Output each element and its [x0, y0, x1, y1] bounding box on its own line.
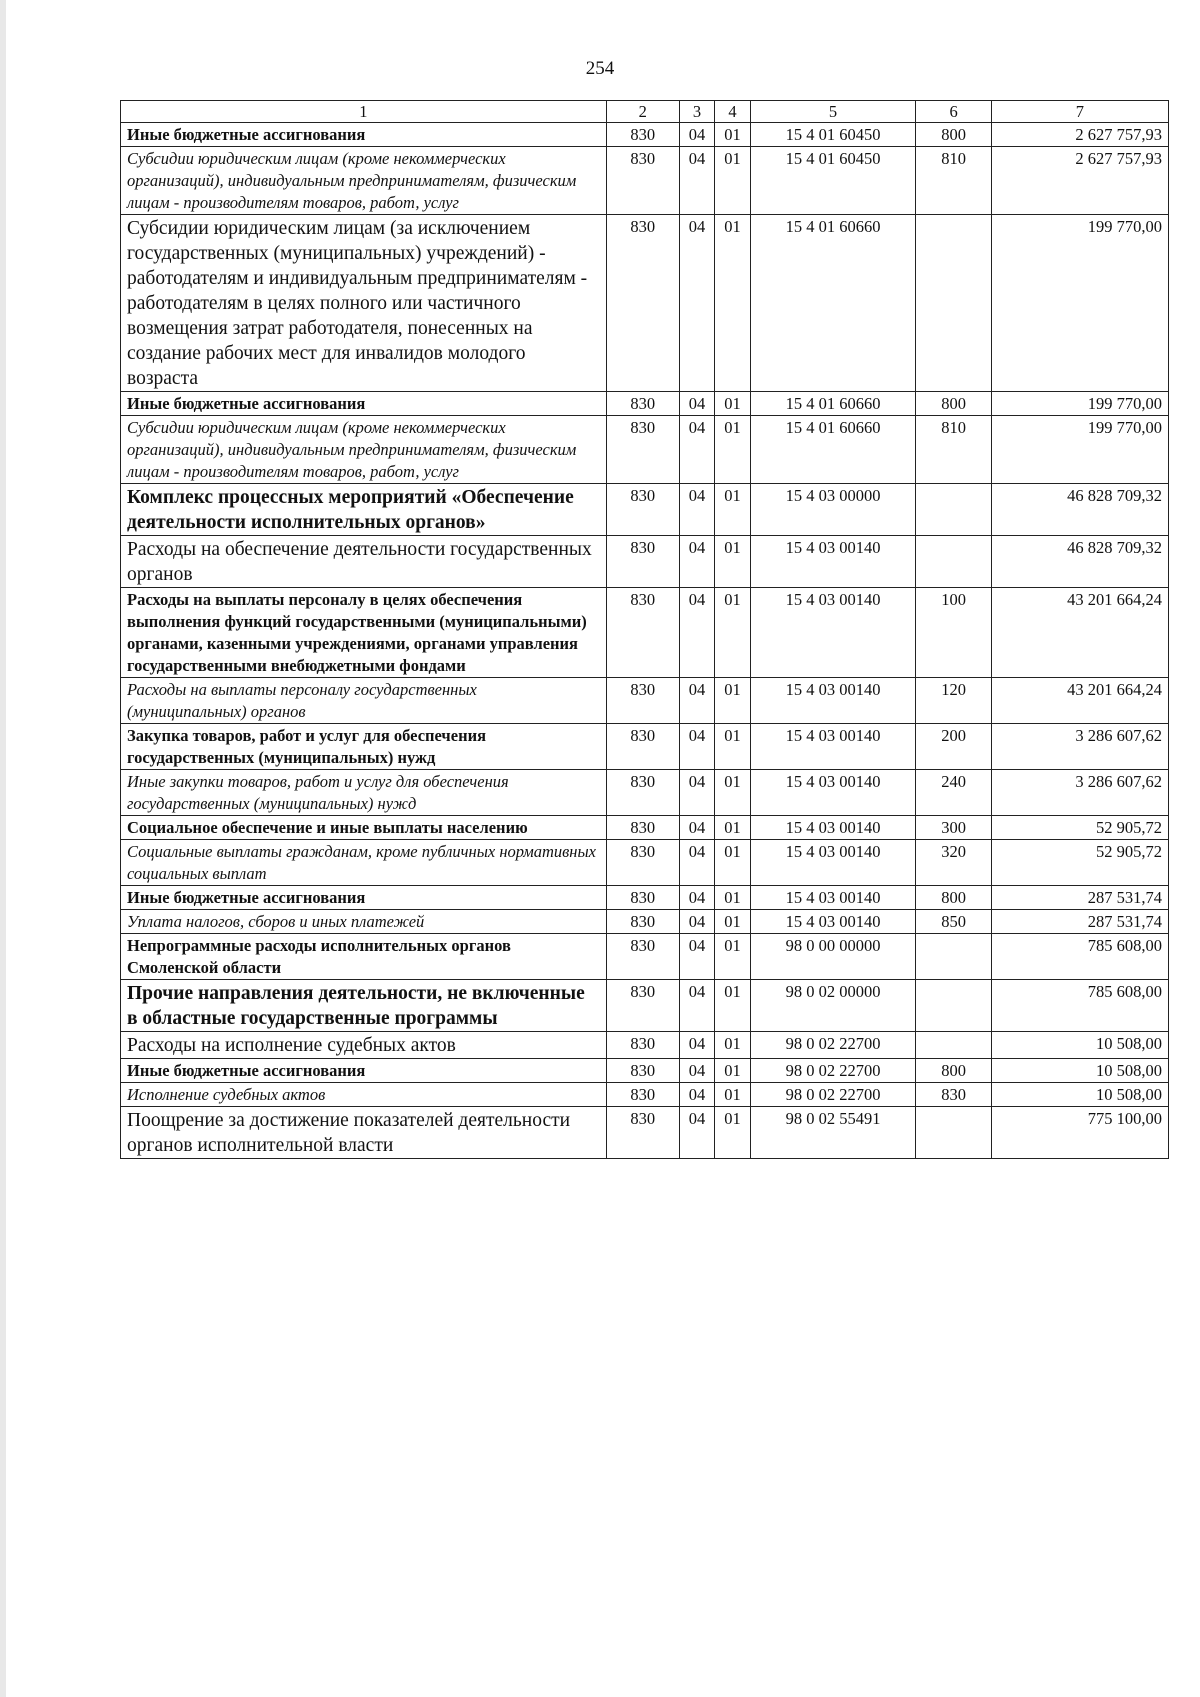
table-row	[121, 484, 1169, 536]
column-header: 3	[679, 101, 714, 123]
table-row	[121, 886, 1169, 910]
subsection-code: 01	[715, 123, 750, 147]
section-code: 04	[679, 910, 714, 934]
target-article-code: 98 0 02 22700	[750, 1059, 916, 1083]
amount: 43 201 664,24	[991, 588, 1168, 678]
expenditure-name: Иные бюджетные ассигнования	[121, 392, 607, 416]
section-code: 04	[679, 724, 714, 770]
amount: 199 770,00	[991, 392, 1168, 416]
page-number: 254	[585, 58, 615, 79]
section-code: 04	[679, 392, 714, 416]
budget-table	[120, 100, 1169, 1159]
amount: 3 286 607,62	[991, 724, 1168, 770]
target-article-code: 15 4 03 00140	[750, 816, 916, 840]
subsection-code: 01	[715, 536, 750, 588]
ministry-code: 830	[606, 484, 679, 536]
subsection-code: 01	[715, 416, 750, 484]
amount: 46 828 709,32	[991, 484, 1168, 536]
expenditure-name: Иные закупки товаров, работ и услуг для обеспечения государственных (муниципальных) нужд	[121, 770, 607, 816]
column-header: 5	[750, 101, 916, 123]
section-code: 04	[679, 886, 714, 910]
amount: 785 608,00	[991, 980, 1168, 1032]
target-article-code: 98 0 02 55491	[750, 1107, 916, 1159]
table-row	[121, 770, 1169, 816]
amount: 199 770,00	[991, 416, 1168, 484]
target-article-code: 15 4 01 60450	[750, 147, 916, 215]
expense-type-code	[916, 215, 991, 392]
amount: 287 531,74	[991, 910, 1168, 934]
target-article-code: 15 4 01 60660	[750, 416, 916, 484]
table-row	[121, 147, 1169, 215]
table-row	[121, 416, 1169, 484]
table-row	[121, 1032, 1169, 1059]
target-article-code: 15 4 03 00140	[750, 910, 916, 934]
expense-type-code	[916, 980, 991, 1032]
target-article-code: 15 4 03 00140	[750, 678, 916, 724]
column-number-row	[121, 101, 1169, 123]
ministry-code: 830	[606, 1032, 679, 1059]
section-code: 04	[679, 484, 714, 536]
expense-type-code	[916, 484, 991, 536]
expenditure-name: Закупка товаров, работ и услуг для обеспечения государственных (муниципальных) нужд	[121, 724, 607, 770]
section-code: 04	[679, 1032, 714, 1059]
table-row	[121, 536, 1169, 588]
section-code: 04	[679, 678, 714, 724]
target-article-code: 15 4 03 00000	[750, 484, 916, 536]
table-row	[121, 980, 1169, 1032]
ministry-code: 830	[606, 816, 679, 840]
scan-edge	[0, 0, 6, 1697]
section-code: 04	[679, 770, 714, 816]
target-article-code: 98 0 02 22700	[750, 1083, 916, 1107]
table-row	[121, 840, 1169, 886]
expenditure-name: Иные бюджетные ассигнования	[121, 886, 607, 910]
expense-type-code: 830	[916, 1083, 991, 1107]
table-row	[121, 1107, 1169, 1159]
section-code: 04	[679, 1083, 714, 1107]
column-header: 1	[121, 101, 607, 123]
subsection-code: 01	[715, 1059, 750, 1083]
subsection-code: 01	[715, 886, 750, 910]
target-article-code: 15 4 03 00140	[750, 536, 916, 588]
ministry-code: 830	[606, 147, 679, 215]
table-row	[121, 724, 1169, 770]
expense-type-code: 240	[916, 770, 991, 816]
amount: 2 627 757,93	[991, 147, 1168, 215]
section-code: 04	[679, 934, 714, 980]
amount: 775 100,00	[991, 1107, 1168, 1159]
subsection-code: 01	[715, 816, 750, 840]
expenditure-name: Субсидии юридическим лицам (кроме некоммерческих организаций), индивидуальным предпринимателям, физическим лицам - производителям товаров, работ, услуг	[121, 416, 607, 484]
subsection-code: 01	[715, 770, 750, 816]
section-code: 04	[679, 816, 714, 840]
expenditure-name: Расходы на выплаты персоналу государственных (муниципальных) органов	[121, 678, 607, 724]
section-code: 04	[679, 840, 714, 886]
amount: 10 508,00	[991, 1032, 1168, 1059]
target-article-code: 15 4 03 00140	[750, 724, 916, 770]
ministry-code: 830	[606, 392, 679, 416]
table-row	[121, 123, 1169, 147]
expenditure-name: Социальное обеспечение и иные выплаты населению	[121, 816, 607, 840]
section-code: 04	[679, 536, 714, 588]
subsection-code: 01	[715, 588, 750, 678]
expense-type-code: 800	[916, 1059, 991, 1083]
column-header: 7	[991, 101, 1168, 123]
target-article-code: 15 4 01 60660	[750, 392, 916, 416]
section-code: 04	[679, 1107, 714, 1159]
ministry-code: 830	[606, 536, 679, 588]
expenditure-name: Расходы на обеспечение деятельности государственных органов	[121, 536, 607, 588]
expense-type-code: 800	[916, 392, 991, 416]
subsection-code: 01	[715, 392, 750, 416]
section-code: 04	[679, 980, 714, 1032]
expenditure-name: Субсидии юридическим лицам (за исключением государственных (муниципальных) учреждений) - работодателям и индивидуальным предпринимателям - работодателям в целях полного или частичного возмещения затрат работодателя, понесенных на создание рабочих мест для инвалидов молодого возраста	[121, 215, 607, 392]
table-row	[121, 1059, 1169, 1083]
section-code: 04	[679, 416, 714, 484]
table-row	[121, 392, 1169, 416]
subsection-code: 01	[715, 147, 750, 215]
ministry-code: 830	[606, 123, 679, 147]
subsection-code: 01	[715, 215, 750, 392]
amount: 10 508,00	[991, 1059, 1168, 1083]
expenditure-name: Комплекс процессных мероприятий «Обеспечение деятельности исполнительных органов»	[121, 484, 607, 536]
expenditure-name: Расходы на выплаты персоналу в целях обеспечения выполнения функций государственными (муниципальными) органами, казенными учреждениями, органами управления государственными внебюджетными фондами	[121, 588, 607, 678]
subsection-code: 01	[715, 1107, 750, 1159]
target-article-code: 15 4 03 00140	[750, 588, 916, 678]
subsection-code: 01	[715, 840, 750, 886]
ministry-code: 830	[606, 910, 679, 934]
section-code: 04	[679, 1059, 714, 1083]
subsection-code: 01	[715, 910, 750, 934]
amount: 287 531,74	[991, 886, 1168, 910]
expense-type-code: 100	[916, 588, 991, 678]
table-row	[121, 1083, 1169, 1107]
ministry-code: 830	[606, 980, 679, 1032]
ministry-code: 830	[606, 840, 679, 886]
ministry-code: 830	[606, 416, 679, 484]
expenditure-name: Поощрение за достижение показателей деятельности органов исполнительной власти	[121, 1107, 607, 1159]
target-article-code: 98 0 00 00000	[750, 934, 916, 980]
expense-type-code: 800	[916, 123, 991, 147]
section-code: 04	[679, 215, 714, 392]
amount: 785 608,00	[991, 934, 1168, 980]
expense-type-code: 850	[916, 910, 991, 934]
expense-type-code: 120	[916, 678, 991, 724]
subsection-code: 01	[715, 484, 750, 536]
ministry-code: 830	[606, 886, 679, 910]
ministry-code: 830	[606, 1059, 679, 1083]
expense-type-code: 320	[916, 840, 991, 886]
target-article-code: 15 4 01 60660	[750, 215, 916, 392]
target-article-code: 15 4 03 00140	[750, 770, 916, 816]
ministry-code: 830	[606, 1107, 679, 1159]
expense-type-code	[916, 1107, 991, 1159]
amount: 2 627 757,93	[991, 123, 1168, 147]
subsection-code: 01	[715, 678, 750, 724]
subsection-code: 01	[715, 980, 750, 1032]
expense-type-code	[916, 934, 991, 980]
table-row	[121, 816, 1169, 840]
ministry-code: 830	[606, 770, 679, 816]
table-row	[121, 910, 1169, 934]
target-article-code: 15 4 03 00140	[750, 840, 916, 886]
subsection-code: 01	[715, 934, 750, 980]
ministry-code: 830	[606, 678, 679, 724]
expense-type-code: 200	[916, 724, 991, 770]
expenditure-name: Прочие направления деятельности, не включенные в областные государственные программы	[121, 980, 607, 1032]
table-row	[121, 215, 1169, 392]
section-code: 04	[679, 147, 714, 215]
amount: 46 828 709,32	[991, 536, 1168, 588]
ministry-code: 830	[606, 588, 679, 678]
expenditure-name: Исполнение судебных актов	[121, 1083, 607, 1107]
expense-type-code: 300	[916, 816, 991, 840]
target-article-code: 15 4 03 00140	[750, 886, 916, 910]
amount: 43 201 664,24	[991, 678, 1168, 724]
expenditure-name: Субсидии юридическим лицам (кроме некоммерческих организаций), индивидуальным предпринимателям, физическим лицам - производителям товаров, работ, услуг	[121, 147, 607, 215]
expense-type-code	[916, 1032, 991, 1059]
amount: 3 286 607,62	[991, 770, 1168, 816]
expense-type-code: 810	[916, 416, 991, 484]
section-code: 04	[679, 588, 714, 678]
table-row	[121, 588, 1169, 678]
expense-type-code: 810	[916, 147, 991, 215]
expenditure-name: Уплата налогов, сборов и иных платежей	[121, 910, 607, 934]
amount: 52 905,72	[991, 840, 1168, 886]
ministry-code: 830	[606, 934, 679, 980]
section-code: 04	[679, 123, 714, 147]
expenditure-name: Непрограммные расходы исполнительных органов Смоленской области	[121, 934, 607, 980]
column-header: 4	[715, 101, 750, 123]
amount: 52 905,72	[991, 816, 1168, 840]
table-row	[121, 678, 1169, 724]
target-article-code: 98 0 02 22700	[750, 1032, 916, 1059]
amount: 199 770,00	[991, 215, 1168, 392]
subsection-code: 01	[715, 724, 750, 770]
ministry-code: 830	[606, 724, 679, 770]
table-row	[121, 934, 1169, 980]
ministry-code: 830	[606, 1083, 679, 1107]
subsection-code: 01	[715, 1083, 750, 1107]
budget-table-body	[121, 101, 1169, 1159]
target-article-code: 15 4 01 60450	[750, 123, 916, 147]
column-header: 6	[916, 101, 991, 123]
target-article-code: 98 0 02 00000	[750, 980, 916, 1032]
expense-type-code	[916, 536, 991, 588]
amount: 10 508,00	[991, 1083, 1168, 1107]
expense-type-code: 800	[916, 886, 991, 910]
column-header: 2	[606, 101, 679, 123]
expenditure-name: Иные бюджетные ассигнования	[121, 1059, 607, 1083]
expenditure-name: Социальные выплаты гражданам, кроме публичных нормативных социальных выплат	[121, 840, 607, 886]
expenditure-name: Иные бюджетные ассигнования	[121, 123, 607, 147]
expenditure-name: Расходы на исполнение судебных актов	[121, 1032, 607, 1059]
subsection-code: 01	[715, 1032, 750, 1059]
ministry-code: 830	[606, 215, 679, 392]
